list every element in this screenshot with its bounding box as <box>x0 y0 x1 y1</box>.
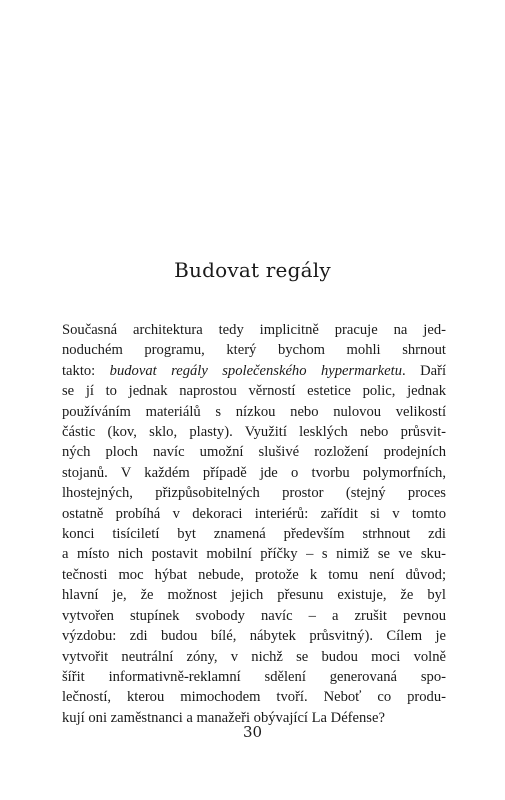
italic-phrase: budovat regály společenského hypermarketu <box>109 362 402 379</box>
text-line: lhostejných, přizpůsobitelných prostor (stejný proces <box>62 485 446 502</box>
page-number: 30 <box>242 723 263 741</box>
text-line: se jí to jednak naprostou věrností estetice polic, jednak <box>62 383 446 400</box>
text-segment: . Daří <box>402 362 446 379</box>
text-line <box>62 361 446 381</box>
text-line: noduchém programu, který bychom mohli shrnout <box>62 342 446 359</box>
text-line: tečnosti moc hýbat nebude, protože k tomu není důvod; <box>62 566 446 583</box>
text-line: kují oni zaměstnanci a manažeři obývající La Défense? <box>62 709 385 726</box>
text-line: vytvořit neutrální zóny, v nichž se budou moci volně <box>62 648 446 665</box>
text-line: Současná architektura tedy implicitně pracuje na jed- <box>62 322 446 338</box>
text-line: ostatně probíhá v dekoraci interiérů: zařídit si v tomto <box>62 505 446 522</box>
text-line: vytvořen stupínek svobody navíc – a zrušit pevnou <box>62 607 446 624</box>
text-segment: takto: <box>62 362 110 379</box>
text-line: lečností, kterou mimochodem tvoří. Neboť co produ- <box>62 689 446 706</box>
text-line: hlavní je, že možnost jejich přesunu existuje, že byl <box>62 587 446 604</box>
text-line: šířit informativně-reklamní sdělení generovaná spo- <box>62 668 446 685</box>
text-line: a místo nich postavit mobilní příčky – s nimiž se ve sku- <box>62 546 446 563</box>
text-line: používáním materiálů s nízkou nebo nulovou velikostí <box>62 403 446 420</box>
text-line: výzdobu: zdi budou bílé, nábytek průsvitný). Cílem je <box>62 628 446 645</box>
text-line: částic (kov, sklo, plasty). Využití lesklých nebo průsvit- <box>62 424 446 441</box>
text-line: konci tisíciletí byt znamená především strhnout zdi <box>62 526 446 543</box>
chapter-title: Budovat regály <box>174 258 331 282</box>
text-line: stojanů. V každém případě jde o tvorbu polymorfních, <box>62 464 446 481</box>
text-line: ných ploch navíc umožní slušivé rozložení prodejních <box>62 444 446 461</box>
body-paragraph <box>62 320 446 728</box>
